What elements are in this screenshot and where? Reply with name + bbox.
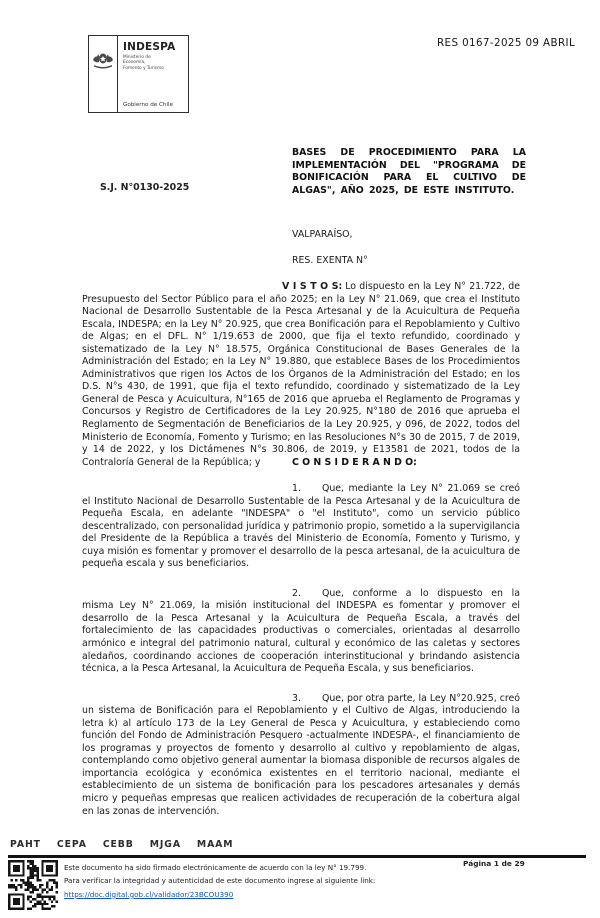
approver-initials (10, 839, 233, 850)
sj-number: S.J. N°0130-2025 (100, 182, 190, 193)
chile-coat-of-arms-icon (89, 36, 118, 112)
ministry-label: Ministerio de Economía, Fomento y Turismo (123, 55, 164, 71)
paragraph-number: 2. (292, 587, 301, 599)
vistos-text: Lo dispuesto en la Ley N° 21.722, de Presupuesto del Sector Público para el año 2025; en la Ley N° 21.069, que crea el Instituto Nacional de Desarrollo Sustentable de la Pesca Artesanal y de la Acuicultura de Pequeña Escala, INDESPA; en la Ley N° 20.925, que crea Bonificación para el Repoblamiento y Cultivo de Algas; en el DFL. N° 1/19.653 de 2000, que fija el texto refundido, coordinado y sistematizado de la Ley N° 18.575, Orgánica Constitucional de Bases Generales de la Administración del Estado; en la Ley N° 19.880, que establece Bases de los Procedimientos Administrativos que rigen los Actos de los Órganos de la Administración del Estado; en los D.S. N°s 430, de 1991, que fija el texto refundido, coordinado y sistematizado de la Ley General de Pesca y Acuicultura, N°165 de 2016 que aprueba el Reglamento de Programas y Concursos y Registro de Certificadores de la Ley 20.925, N°180 de 2016 que aprueba el Reglamento de Segmentación de Beneficiarios de la Ley 20.925, y 096, de 2022, todos del Ministerio de Economía, Fomento y Turismo; en las Resoluciones N°s 30 de 2015, 7 de 2019, y 14 de 2022, y los Dictámenes N°s 30.806, de 2019, y E13581 de 2021, todos de la Contraloría General de la República; y (82, 281, 521, 468)
paragraph-text: Que, conforme a lo dispuesto en la misma Ley N° 21.069, la misión institucional del INDESPA es fomentar y promover el desarrollo de la Pesca Artesanal y la Acuicultura de Pequeña Escala, a través del fortalecimiento de las capacidades productivas o comerciales, orientadas al desarrollo armónico e integral del patrimonio natural, cultural y económico de las caletas y sectores aledaños, coordinando acciones de cooperación interinstitucional y brindando asistencia técnica, a la Pesca Artesanal, la Acuicultura de Pequeña Escala, y sus beneficiarios. (82, 587, 520, 675)
qr-code (8, 860, 58, 910)
paragraph-number: 3. (292, 692, 301, 704)
initials-item: CEPA (56, 839, 87, 850)
paragraph-number: 1. (292, 483, 301, 494)
paragraph-text: Que, por otra parte, la Ley N°20.925, creó un sistema de Bonificación para el Repoblamiento y el Cultivo de Algas, introduciendo la letra k) al artículo 173 de la Ley General de Pesca y Acuicultura, y estableciendo como función del Fondo de Administración Pesquero -actualmente INDESPA-, el financiamiento de los programas y proyectos de fomento y desarrollo al cultivo y repoblamiento de algas, contemplando como objetivo general aumentar la biomasa disponible de recursos algales de importancia ecológica y económica existentes en el territorio nacional, mediante el establecimiento de un sistema de bonificación para los pescadores artesanales y demás micro y pequeñas empresas que realicen actividades de recuperación de la cobertura algal en las zonas de intervención. (82, 692, 520, 817)
footer-signature-note: Este documento ha sido firmado electrónicamente de acuerdo con la ley N° 19.799. (64, 863, 367, 872)
res-exenta-line: RES. EXENTA N° (292, 255, 368, 266)
paragraph-text: Que, mediante la Ley N° 21.069 se creó el Instituto Nacional de Desarrollo Sustentable de la Pesca Artesanal y de la Acuicultura de Pequeña Escala, en adelante "INDESPA" o "el Instituto", como un servicio público descentralizado, con personalidad jurídica y patrimonio propio, sometido a la supervigilancia del Presidente de la República a través del Ministerio de Economía, Fomento y Turismo, y cuya misión es fomentar y promover el desarrollo de la pesca artesanal, de la acuicultura de pequeña escala y sus beneficiarios. (82, 483, 520, 570)
legal-paragraph (82, 483, 520, 571)
page-indicator: Página 1 de 29 (463, 859, 525, 868)
footer-verification-note: Para verificar la integridad y autenticidad de este documento ingrese al siguiente link: (64, 876, 376, 886)
document-title: BASES DE PROCEDIMIENTO PARA LA IMPLEMENTACIÓN DEL "PROGRAMA DE BONIFICACIÓN PARA EL CULTIVO DE ALGAS", AÑO 2025, DE ESTE INSTITUTO. (292, 147, 526, 196)
government-label: Gobierno de Chile (123, 102, 174, 108)
vistos-paragraph (82, 281, 520, 469)
vistos-heading: V I S T O S: (282, 281, 343, 292)
considerando-paragraphs (82, 483, 520, 835)
validation-link[interactable]: https://doc.digital.gob.cl/validador/23BCOU390 (64, 889, 234, 899)
considerando-heading: C O N S I D E R A N D O: (292, 457, 417, 468)
initials-item: CEBB (102, 839, 134, 850)
footer-divider (8, 855, 586, 858)
city-line: VALPARAÍSO, (292, 229, 353, 240)
footer-legal-block (64, 861, 375, 901)
resolution-stamp: RES 0167-2025 09 ABRIL (437, 37, 576, 49)
indespa-logo (88, 35, 189, 113)
logo-title: INDESPA (123, 41, 176, 53)
initials-item: PAHT (10, 839, 41, 850)
initials-item: MAAM (196, 839, 234, 850)
legal-paragraph (82, 693, 520, 818)
legal-paragraph (82, 588, 520, 676)
initials-item: MJGA (149, 839, 181, 850)
